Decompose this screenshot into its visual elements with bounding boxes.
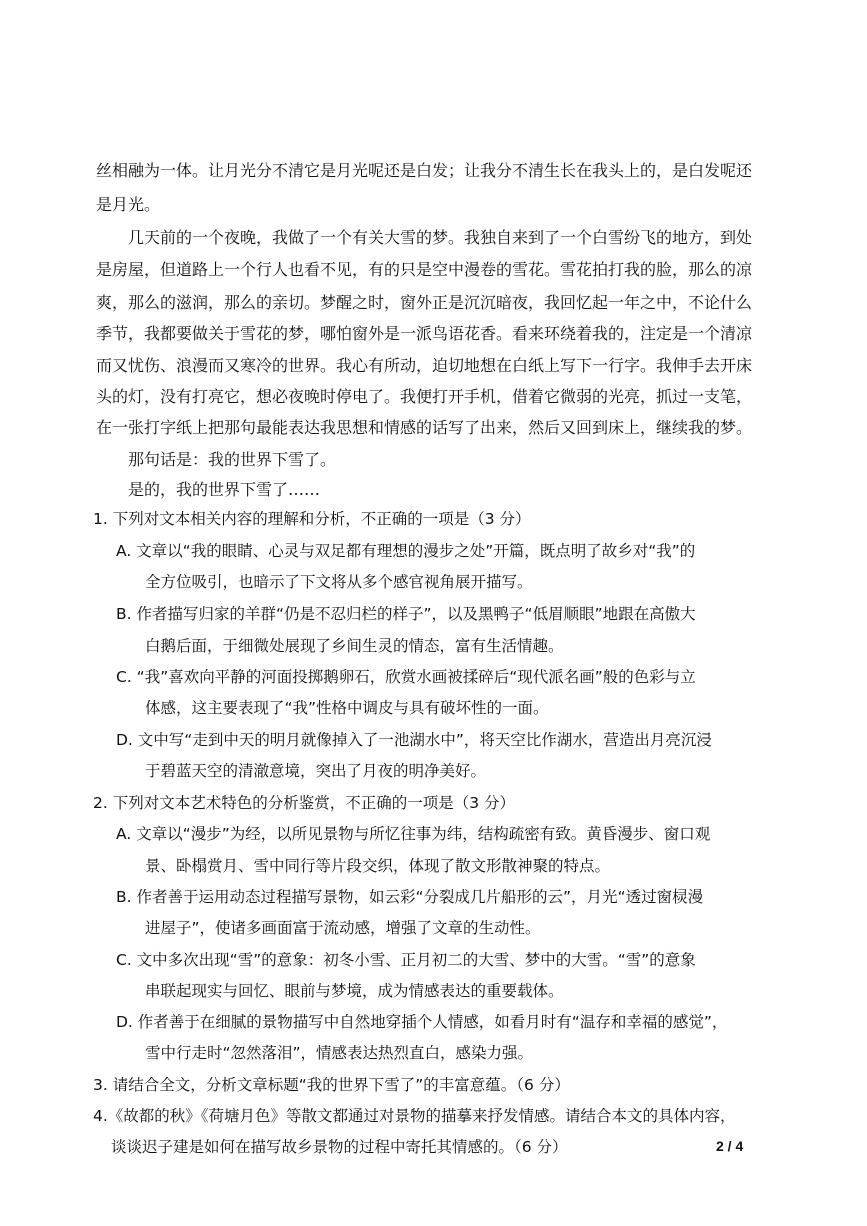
- option-line: C. 文中多次出现“雪”的意象：初冬小雪、正月初二的大雪、梦中的大雪。“雪”的意象: [116, 951, 696, 969]
- option-line: C. “我”喜欢向平静的河面投掷鹅卵石，欣赏水画被揉碎后“现代派名画”般的色彩与立: [116, 668, 696, 686]
- passage-line: 是月光。: [96, 195, 161, 214]
- option-line: A. 文章以“我的眼睛、心灵与双足都有理想的漫步之处”开篇，既点明了故乡对“我”的: [116, 542, 696, 560]
- option-line: B. 作者善于运用动态过程描写景物，如云彩“分裂成几片船形的云”，月光“透过窗棂漫: [116, 888, 704, 906]
- passage-line: 那句话是：我的世界下雪了。: [128, 450, 337, 469]
- passage-line: 在一张打字纸上把那句最能表达我思想和情感的话写了出来，然后又回到床上，继续我的梦。: [96, 418, 753, 437]
- option-line: 串联起现实与回忆、眼前与梦境，成为情感表达的重要载体。: [145, 982, 564, 1000]
- option-line: 白鹅后面，于细微处展现了乡间生灵的情态，富有生活情趣。: [145, 637, 564, 655]
- option-line: D. 作者善于在细腻的景物描写中自然地穿插个人情感，如看月时有“温存和幸福的感觉”，: [116, 1013, 728, 1031]
- option-line: 体感，这主要表现了“我”性格中调皮与具有破坏性的一面。: [145, 699, 549, 717]
- passage-line: 季节，我都要做关于雪花的梦，哪怕窗外是一派鸟语花香。看来环绕着我的，注定是一个清凉: [96, 324, 753, 343]
- page-number: 2 / 4: [716, 1138, 744, 1154]
- option-line: 雪中行走时“忽然落泪”，情感表达热烈直白，感染力强。: [145, 1044, 534, 1062]
- passage-line: 是房屋，但道路上一个行人也看不见，有的只是空中漫卷的雪花。雪花拍打我的脸，那么的凉: [96, 260, 753, 279]
- passage-line: 丝相融为一体。让月光分不清它是月光呢还是白发；让我分不清生长在我头上的，是白发呢还: [96, 161, 753, 180]
- option-line: A. 文章以“漫步”为经，以所见景物与所忆往事为纬，结构疏密有致。黄昏漫步、窗口观: [116, 825, 711, 843]
- option-line: 于碧蓝天空的清澈意境，突出了月夜的明净美好。: [145, 762, 487, 780]
- passage-line: 是的，我的世界下雪了……: [128, 480, 321, 499]
- question-stem: 3. 请结合全文，分析文章标题“我的世界下雪了”的丰富意蕴。（6 分）: [93, 1076, 570, 1094]
- option-line: 进屋子”，使诸多画面富于流动感，增强了文章的生动性。: [145, 919, 541, 937]
- option-line: B. 作者描写归家的羊群“仍是不忍归栏的样子”，以及黑鸭子“低眉顺眼”地跟在高傲大: [116, 605, 696, 623]
- passage-line: 几天前的一个夜晚，我做了一个有关大雪的梦。我独自来到了一个白雪纷飞的地方，到处: [128, 228, 753, 247]
- option-line: 全方位吸引，也暗示了下文将从多个感官视角展开描写。: [145, 573, 533, 591]
- passage-line: 头的灯，没有打亮它，想必夜晚时停电了。我便打开手机，借着它微弱的光亮，抓过一支笔，: [96, 387, 753, 406]
- option-line: 景、卧榻赏月、雪中同行等片段交织，体现了散文形散神聚的特点。: [145, 857, 611, 875]
- question-stem: 1. 下列对文本相关内容的理解和分析，不正确的一项是（3 分）: [93, 510, 531, 528]
- question-stem: 4.《故都的秋》《荷塘月色》等散文都通过对景物的描摹来抒发情感。请结合本文的具体内容，: [93, 1107, 736, 1125]
- question-stem-continued: 谈谈迟子建是如何在描写故乡景物的过程中寄托其情感的。（6 分）: [111, 1138, 568, 1156]
- question-stem: 2. 下列对文本艺术特色的分析鉴赏，不正确的一项是（3 分）: [93, 794, 516, 812]
- option-line: D. 文中写“走到中天的明月就像掉入了一池湖水中”，将天空比作湖水，营造出月亮沉浸: [116, 731, 712, 749]
- passage-line: 而又忧伤、浪漫而又寒冷的世界。我心有所动，迫切地想在白纸上写下一行字。我伸手去开床: [96, 356, 753, 375]
- passage-line: 爽，那么的滋润，那么的亲切。梦醒之时，窗外正是沉沉暗夜，我回忆起一年之中，不论什么: [96, 293, 753, 312]
